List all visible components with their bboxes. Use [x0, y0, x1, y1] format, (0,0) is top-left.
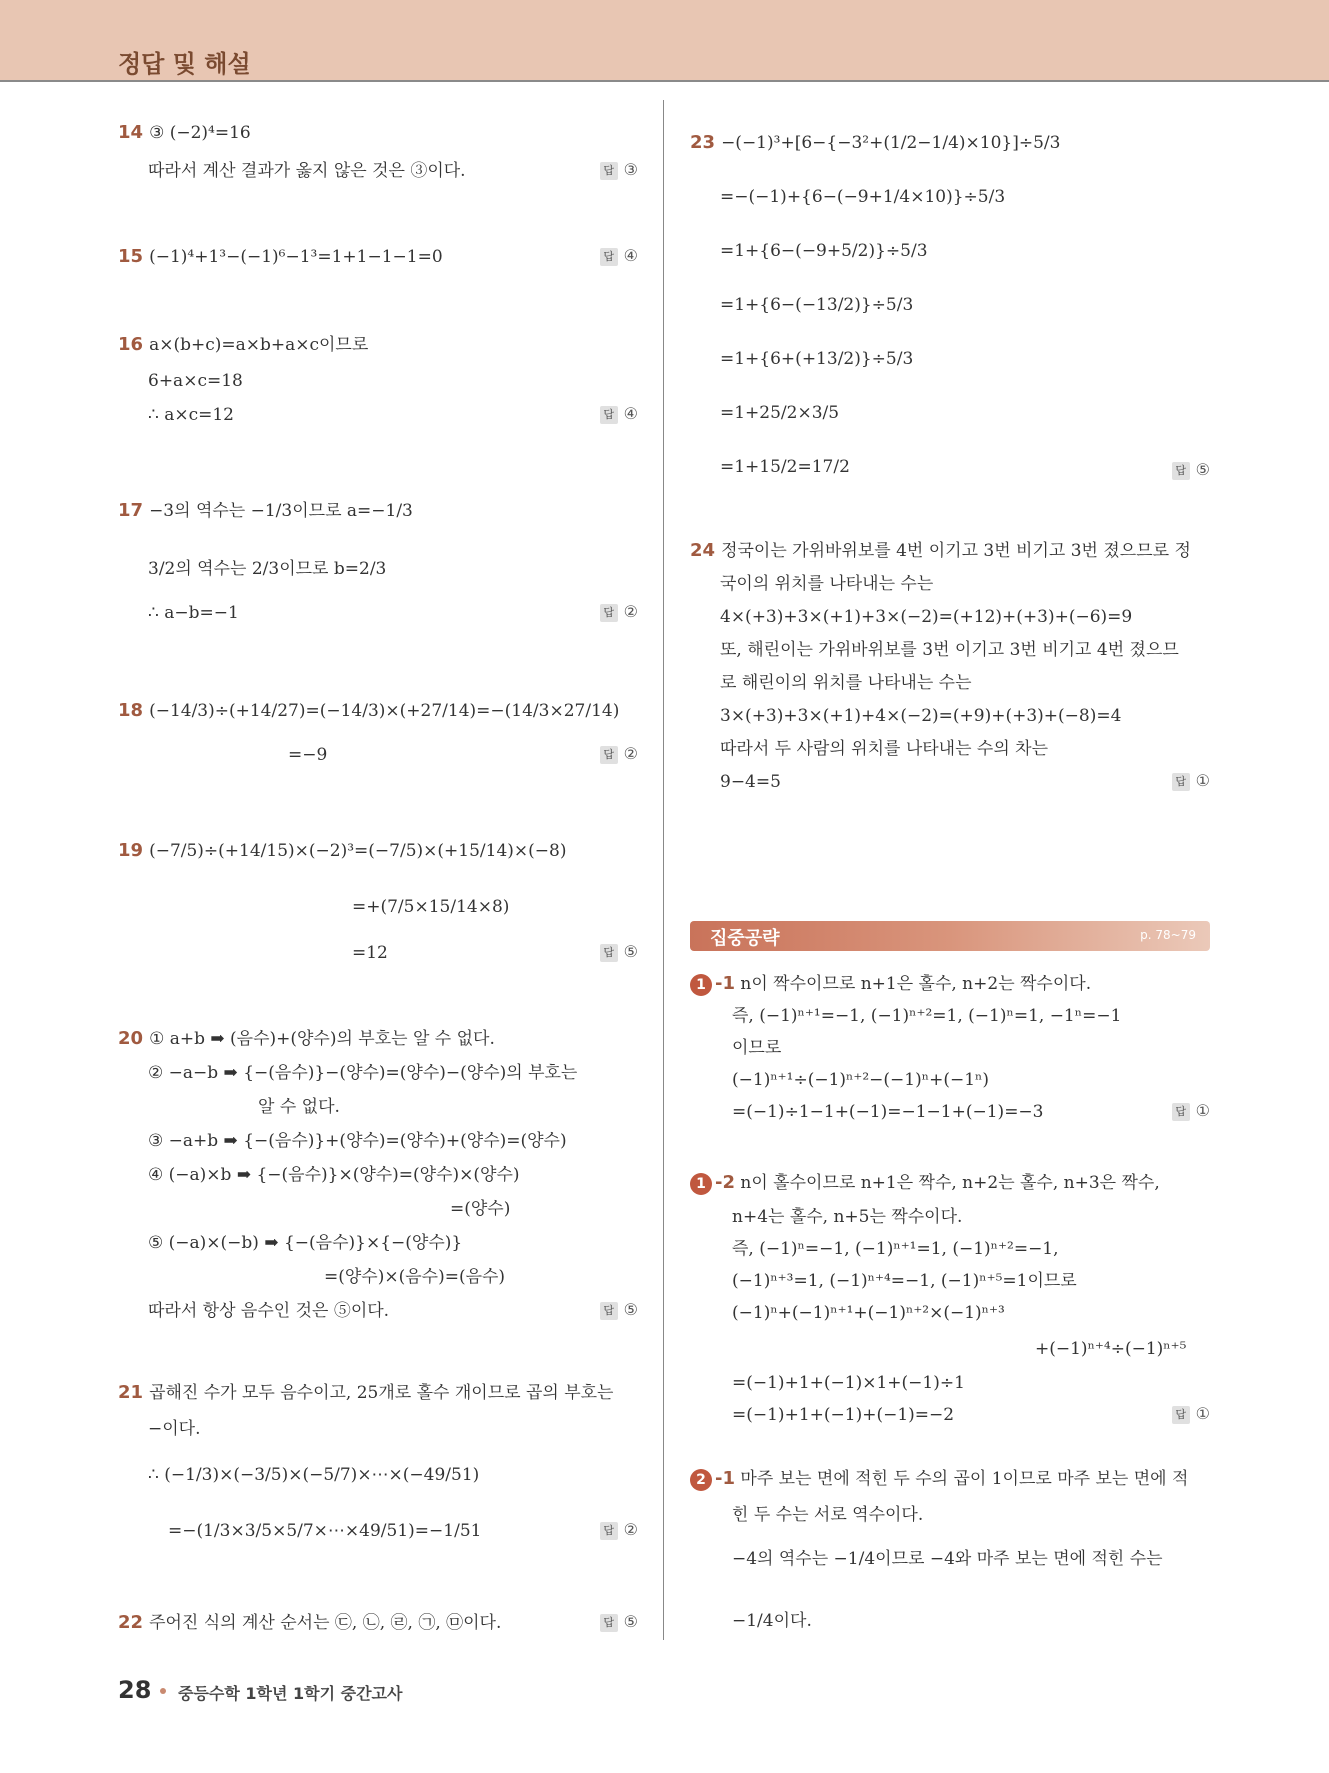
- problem-line: 따라서 항상 음수인 것은 ⑤이다.: [148, 1301, 390, 1321]
- problem-number: 20: [118, 1028, 144, 1049]
- problem-line: ∴ a−b=−1: [148, 603, 239, 623]
- problem-line: =(양수)×(음수)=(음수): [324, 1267, 506, 1287]
- answer-value: ②: [623, 744, 638, 763]
- problem-sub-number: -2: [715, 1172, 735, 1193]
- section-banner: [690, 921, 1210, 951]
- problem-line: n+4는 홀수, n+5는 짝수이다.: [732, 1207, 963, 1227]
- problem-line: 6+a×c=18: [148, 371, 243, 391]
- answer-icon: 답: [600, 604, 618, 622]
- problem-line: ③ −a+b ➡ {−(음수)}+(양수)=(양수)+(양수)=(양수): [148, 1131, 567, 1151]
- answer-value: ①: [1195, 771, 1210, 790]
- answer-label: [600, 246, 638, 266]
- problem-circle-number: 1: [690, 1173, 712, 1195]
- problem-line: =1+25/2×3/5: [720, 403, 840, 423]
- problem-number: 21: [118, 1382, 144, 1403]
- problem-line: =12: [352, 943, 388, 963]
- answer-label: [1172, 771, 1210, 791]
- problem-line: =−9: [288, 745, 328, 765]
- problem-number: 16: [118, 334, 144, 355]
- page-number: 28: [118, 1676, 152, 1704]
- problem-line: n이 짝수이므로 n+1은 홀수, n+2는 짝수이다.: [740, 974, 1092, 994]
- problem-line: 3/2의 역수는 2/3이므로 b=2/3: [148, 559, 387, 579]
- problem-line: 힌 두 수는 서로 역수이다.: [732, 1505, 924, 1525]
- problem-line: +(−1)ⁿ⁺⁴÷(−1)ⁿ⁺⁵: [1035, 1339, 1187, 1359]
- answer-label: [600, 744, 638, 764]
- answer-icon: 답: [1172, 773, 1190, 791]
- problem-number: 18: [118, 700, 144, 721]
- problem-line: 즉, (−1)ⁿ=−1, (−1)ⁿ⁺¹=1, (−1)ⁿ⁺²=−1,: [732, 1239, 1059, 1259]
- answer-value: ②: [623, 602, 638, 621]
- answer-value: ①: [1195, 1404, 1210, 1423]
- problem-number: 17: [118, 500, 144, 521]
- answer-label: [600, 1612, 638, 1632]
- problem-line: 국이의 위치를 나타내는 수는: [720, 574, 934, 594]
- answer-value: ④: [623, 246, 638, 265]
- answer-label: [600, 1520, 638, 1540]
- answer-value: ⑤: [623, 1300, 638, 1319]
- answer-value: ⑤: [623, 942, 638, 961]
- answer-label: [1172, 1101, 1210, 1121]
- answer-icon: 답: [1172, 1103, 1190, 1121]
- answer-icon: 답: [600, 1614, 618, 1632]
- answer-label: [600, 942, 638, 962]
- problem-line: 즉, (−1)ⁿ⁺¹=−1, (−1)ⁿ⁺²=1, (−1)ⁿ=1, −1ⁿ=−1: [732, 1006, 1122, 1026]
- problem-line: 3×(+3)+3×(+1)+4×(−2)=(+9)+(+3)+(−8)=4: [720, 706, 1122, 726]
- problem-line: (−1)ⁿ+(−1)ⁿ⁺¹+(−1)ⁿ⁺²×(−1)ⁿ⁺³: [732, 1303, 1005, 1323]
- answer-icon: 답: [600, 944, 618, 962]
- section-title: 집중공략: [710, 928, 780, 949]
- header-divider: [0, 80, 1329, 82]
- problem-line: (−1)ⁿ⁺¹÷(−1)ⁿ⁺²−(−1)ⁿ+(−1ⁿ): [732, 1070, 990, 1090]
- answer-label: [600, 602, 638, 622]
- problem-sub-number: -1: [715, 973, 735, 994]
- answer-value: ②: [623, 1520, 638, 1539]
- problem-line: (−7/5)÷(+14/15)×(−2)³=(−7/5)×(+15/14)×(−8): [149, 841, 567, 861]
- section-page-ref: p. 78~79: [1140, 928, 1196, 942]
- problem-number: 24: [690, 540, 716, 561]
- problem-line: 9−4=5: [720, 772, 781, 792]
- problem-line: n이 홀수이므로 n+1은 짝수, n+2는 홀수, n+3은 짝수,: [740, 1173, 1160, 1193]
- answer-icon: 답: [600, 406, 618, 424]
- problem-line: 곱해진 수가 모두 음수이고, 25개로 홀수 개이므로 곱의 부호는: [149, 1383, 614, 1403]
- problem-line: 알 수 없다.: [258, 1097, 340, 1117]
- problem-line: −4의 역수는 −1/4이므로 −4와 마주 보는 면에 적힌 수는: [732, 1549, 1163, 1569]
- problem-line: ∴ a×c=12: [148, 405, 234, 425]
- column-divider: [663, 100, 664, 1640]
- problem-number: 23: [690, 132, 716, 153]
- problem-line: (−1)⁴+1³−(−1)⁶−1³=1+1−1−1=0: [149, 247, 443, 267]
- answer-label: [1172, 460, 1210, 480]
- problem-line: 따라서 계산 결과가 옳지 않은 것은 ③이다.: [148, 161, 466, 181]
- answer-icon: 답: [600, 1522, 618, 1540]
- footer-title: 중등수학 1학년 1학기 중간고사: [178, 1684, 403, 1703]
- problem-line: =(양수): [450, 1199, 511, 1219]
- problem-line: ② −a−b ➡ {−(음수)}−(양수)=(양수)−(양수)의 부호는: [148, 1063, 578, 1083]
- answer-icon: 답: [1172, 1406, 1190, 1424]
- problem-line: −이다.: [148, 1419, 201, 1439]
- answer-icon: 답: [600, 1302, 618, 1320]
- problem-line: 정국이는 가위바위보를 4번 이기고 3번 비기고 3번 졌으므로 정: [721, 541, 1191, 561]
- answer-icon: 답: [1172, 462, 1190, 480]
- answer-label: [600, 160, 638, 180]
- answer-label: [600, 1300, 638, 1320]
- problem-line: −1/4이다.: [732, 1611, 812, 1631]
- answer-icon: 답: [600, 162, 618, 180]
- problem-number: 22: [118, 1612, 144, 1633]
- problem-circle-number: 2: [690, 1469, 712, 1491]
- answer-label: [600, 404, 638, 424]
- problem-line: ④ (−a)×b ➡ {−(음수)}×(양수)=(양수)×(양수): [148, 1165, 520, 1185]
- problem-line: =(−1)+1+(−1)+(−1)=−2: [732, 1405, 955, 1425]
- answer-value: ③: [623, 160, 638, 179]
- problem-line: −3의 역수는 −1/3이므로 a=−1/3: [149, 501, 413, 521]
- problem-line: ① a+b ➡ (음수)+(양수)의 부호는 알 수 없다.: [149, 1029, 495, 1049]
- answer-icon: 답: [600, 746, 618, 764]
- problem-line: =+(7/5×15/14×8): [352, 897, 510, 917]
- answer-value: ①: [1195, 1101, 1210, 1120]
- answer-value: ⑤: [623, 1612, 638, 1631]
- problem-line: 마주 보는 면에 적힌 두 수의 곱이 1이므로 마주 보는 면에 적: [740, 1469, 1189, 1489]
- problem-sub-number: -1: [715, 1468, 735, 1489]
- footer-dot-icon: [160, 1688, 166, 1694]
- problem-line: 따라서 두 사람의 위치를 나타내는 수의 차는: [720, 739, 1049, 759]
- problem-line: =−(1/3×3/5×5/7×⋯×49/51)=−1/51: [168, 1521, 482, 1541]
- problem-line: ⑤ (−a)×(−b) ➡ {−(음수)}×{−(양수)}: [148, 1233, 463, 1253]
- problem-line: 이므로: [732, 1038, 782, 1058]
- problem-number: 19: [118, 840, 144, 861]
- problem-line: ∴ (−1/3)×(−3/5)×(−5/7)×⋯×(−49/51): [148, 1465, 480, 1485]
- problem-line: 또, 해린이는 가위바위보를 3번 이기고 3번 비기고 4번 졌으므: [720, 640, 1179, 660]
- problem-circle-number: 1: [690, 974, 712, 996]
- problem-line: =−(−1)+{6−(−9+1/4×10)}÷5/3: [720, 187, 1006, 207]
- page-header: [0, 0, 1329, 80]
- answer-value: ⑤: [1195, 460, 1210, 479]
- problem-line: 주어진 식의 계산 순서는 ㉢, ㉡, ㉣, ㉠, ㉤이다.: [149, 1613, 502, 1633]
- problem-line: ③ (−2)⁴=16: [149, 123, 251, 143]
- problem-line: =1+{6−(−13/2)}÷5/3: [720, 295, 914, 315]
- problem-line: (−14/3)÷(+14/27)=(−14/3)×(+27/14)=−(14/3×27/14): [149, 701, 620, 721]
- problem-line: a×(b+c)=a×b+a×c이므로: [149, 335, 369, 355]
- problem-number: 14: [118, 122, 144, 143]
- problem-line: =1+{6−(−9+5/2)}÷5/3: [720, 241, 928, 261]
- answer-label: [1172, 1404, 1210, 1424]
- answer-icon: 답: [600, 248, 618, 266]
- problem-line: 로 해린이의 위치를 나타내는 수는: [720, 673, 972, 693]
- problem-line: =(−1)÷1−1+(−1)=−1−1+(−1)=−3: [732, 1102, 1044, 1122]
- problem-line: =1+15/2=17/2: [720, 457, 850, 477]
- problem-line: −(−1)³+[6−{−3²+(1/2−1/4)×10}]÷5/3: [721, 133, 1061, 153]
- header-title: 정답 및 해설: [118, 50, 251, 78]
- problem-number: 15: [118, 246, 144, 267]
- answer-value: ④: [623, 404, 638, 423]
- problem-line: (−1)ⁿ⁺³=1, (−1)ⁿ⁺⁴=−1, (−1)ⁿ⁺⁵=1이므로: [732, 1271, 1077, 1291]
- problem-line: =(−1)+1+(−1)×1+(−1)÷1: [732, 1373, 965, 1393]
- problem-line: =1+{6+(+13/2)}÷5/3: [720, 349, 914, 369]
- problem-line: 4×(+3)+3×(+1)+3×(−2)=(+12)+(+3)+(−6)=9: [720, 607, 1133, 627]
